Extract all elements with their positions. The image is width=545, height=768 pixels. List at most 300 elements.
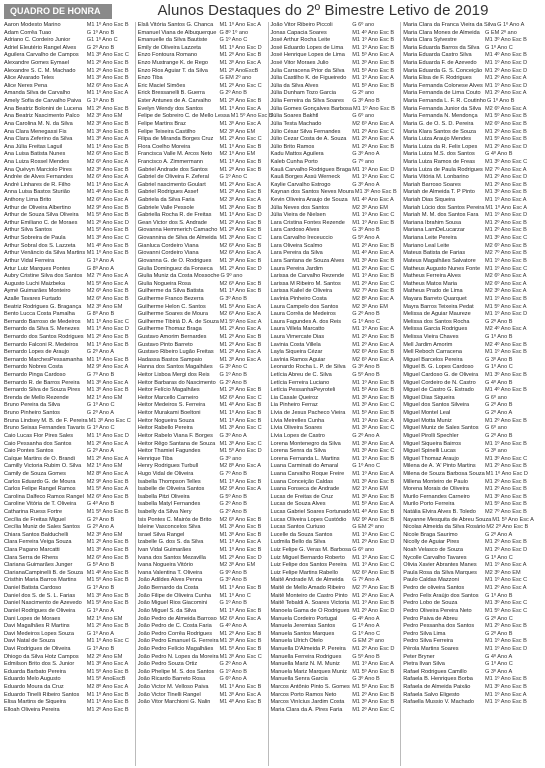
student-name: João Pedro Corrêa Rodrigues (137, 630, 213, 637)
student-name: Gean Victor dos S. Andrade (137, 219, 207, 226)
student-entry (271, 364, 401, 372)
student-entry (138, 608, 268, 616)
student-entry (138, 646, 268, 654)
student-class: M2 6º Ano Esc A (352, 356, 394, 363)
student-name: Arthur Sobreira de Paula (4, 235, 66, 242)
student-class: G 3º Ano A (219, 432, 247, 439)
student-entry (4, 410, 135, 418)
student-name: Heitor Rabelo Viana F. Borges (137, 432, 213, 439)
student-name: Chiara Santos Balduchelli (4, 531, 69, 538)
student-class: G 3º ano (219, 455, 242, 462)
student-entry (4, 562, 135, 570)
student-entry (4, 577, 135, 585)
student-name: Matheus Prado de Lima (403, 288, 463, 295)
student-entry (138, 227, 268, 235)
student-class: G 2º Ano B (485, 402, 513, 409)
student-class: G 2º Ano A (219, 661, 247, 668)
student-class: M1 1º Ano Esc B (219, 158, 262, 165)
student-class: G 1º Ano A (86, 257, 114, 264)
student-entry (403, 136, 533, 144)
student-class: M1 5º Ano Esc A (485, 303, 527, 310)
student-class: M1 3º Ano Esc A (219, 691, 262, 698)
student-entry (138, 585, 268, 593)
student-class: M1 1º Ano Esc B (86, 691, 129, 698)
student-name: Manuela Ulrich Otelo (270, 638, 323, 645)
student-name: Maria Eduarda Barros da Silva (403, 44, 480, 51)
student-class: M1 5º Ano Esc B (86, 212, 129, 219)
student-class: G 2º Ano A (352, 432, 380, 439)
student-name: Andrée de Alves Fernandes (4, 174, 74, 181)
student-name: Millena Monteiro de Paulo (403, 478, 468, 485)
student-class: M1 3º Ano Esc B (352, 699, 395, 706)
student-entry (4, 52, 135, 60)
student-entry (138, 387, 268, 395)
student-entry (138, 524, 268, 532)
student-name: Enzo Tiba (137, 75, 163, 82)
student-class: M1 5º Ano Esc B (485, 113, 527, 120)
student-name: Lara Cardoso Alves (270, 227, 320, 234)
student-name: Pedro Pessanha dos Santos (403, 623, 475, 630)
student-name: Júlio Brito Ramos (270, 143, 315, 150)
student-class: M2 7º Ano Esc B (352, 288, 395, 295)
student-name: Mariana Leite Pereira (403, 235, 457, 242)
student-class: M1 3º Ano Esc B (485, 189, 527, 196)
student-class: M1 2º Ano Esc B (485, 478, 527, 485)
honor-roll-badge: QUADRO DE HONRA (4, 4, 112, 19)
student-name: Lavinia Costa Villela (270, 341, 321, 348)
student-class: G 4º Ano B (86, 501, 115, 508)
student-entry (271, 52, 401, 60)
student-class: M2 7º Ano Esc A (86, 273, 129, 280)
student-name: Nicole Braga Saurimo (403, 531, 458, 538)
student-class: M1 2º Ano Esc B (219, 189, 262, 196)
student-class: M1 4º Ano Esc B (352, 29, 395, 36)
student-class: M1 1º Ano Esc B (86, 250, 129, 257)
student-class: M1 1º Ano Esc C (352, 531, 395, 538)
student-name: Peter Bryner (403, 653, 435, 660)
student-name: Davi Rodrigues de Oliveira (4, 645, 71, 652)
student-name: Maria Fernanda de Lima Couto (403, 90, 481, 97)
student-entry (403, 395, 533, 403)
student-class: M1 5º Ano Esc A (219, 303, 262, 310)
student-entry (4, 334, 135, 342)
student-class: M1 5º Ano Esc B (86, 577, 129, 584)
student-name: Aaron Modesto Marino (4, 22, 61, 28)
student-entry (4, 37, 135, 45)
student-name: Bernardo MarchesPessamanha (4, 356, 83, 363)
student-name: Miguel Spinelli Lucas (403, 448, 456, 455)
student-class: M2 3º Ano Esc B (86, 120, 129, 127)
student-class: M2 8º Ano Esc A (86, 684, 129, 691)
student-name: Pedro Felix Araújo dos Santos (403, 592, 479, 599)
student-class: M1 1º Ano Esc B (352, 379, 395, 386)
student-entry (138, 463, 268, 471)
student-name: Nayanne Mesquita de Abreu Souza (403, 516, 492, 523)
student-entry (403, 463, 533, 471)
student-entry (4, 250, 135, 258)
student-entry (138, 167, 268, 175)
student-name: Heitor Lisboa Mergi dos Reis (137, 372, 210, 379)
student-class: M1 1º Ano Esc D (485, 212, 528, 219)
student-name: José Eduardo Lopes de Lima (270, 44, 344, 51)
student-name: Felipe Teixeira Castilho (137, 128, 196, 135)
student-class: M2 6º Ano Esc B (86, 554, 129, 561)
student-entry (403, 372, 533, 380)
student-name: Hadassa Bastos Sampaio (137, 356, 203, 363)
student-entry (271, 121, 401, 129)
student-name: Laura Villela Marcatto (270, 326, 325, 333)
student-name: Clara Serra de Rhens (4, 554, 59, 561)
student-class: M1 5º Ano Esc B (352, 82, 395, 89)
student-entry (403, 547, 533, 555)
student-name: Pedro Silva Lima (403, 630, 446, 637)
student-name: Bruna Lindsey M. B. de F. Pereira (4, 417, 88, 424)
student-name: Lara Carvalho Ireceuccio (270, 235, 333, 242)
student-class: M2 1º Ano EM (86, 463, 123, 470)
student-name: Letícia Ferreira Luciano (270, 379, 330, 386)
student-name: Maria Vitória M. Lonbarino (403, 174, 469, 181)
student-name: Clara Pagano Marcatti (4, 547, 60, 554)
student-name: Laura Campelo dos Santos (270, 303, 339, 310)
student-name: Manuela Cordeiro Portugal (270, 615, 338, 622)
student-class: M1 2º Ano Esc B (219, 333, 262, 340)
student-name: Guilherme Franco Bezerra (137, 295, 204, 302)
student-class: M1 2º Ano Esc C (219, 136, 262, 143)
student-name: Lia Casale Queiroz (270, 394, 319, 401)
student-name: Marcos Porto Ramos Neto (270, 691, 337, 698)
student-class: M2 2º Ano EM (86, 653, 123, 660)
student-entry (271, 227, 401, 235)
student-entry (4, 113, 135, 121)
student-entry (403, 471, 533, 479)
student-entry (403, 235, 533, 243)
student-name: Miguel dos Santos Silveira (403, 402, 470, 409)
student-class: M1 1º Ano Esc D (485, 311, 528, 318)
student-class: M1 1º Ano Esc D (485, 470, 528, 477)
student-class: M1 2º Ano Esc B (219, 341, 262, 348)
student-class: M1 4º Ano Esc B (219, 402, 262, 409)
student-class: G 2º Ano A (86, 349, 114, 356)
student-class: M2 3º Ano EM (352, 204, 388, 211)
student-class: M1 5º Ano Esc B (485, 501, 527, 508)
student-class: M2 3º Ano EM (219, 128, 256, 135)
student-class: G 2º Ano B (219, 90, 248, 97)
student-class: M1 3º Ano Esc B (352, 60, 395, 67)
student-class: M2 6º Ano Esc A (86, 174, 129, 181)
student-name: Maria Luiza M.S. dos Santos (403, 151, 475, 158)
student-entry (403, 364, 533, 372)
student-name: Lia Pinheiro Ferraz (270, 402, 318, 409)
student-entry (137, 113, 273, 121)
student-class: M1 1º Ano C (219, 592, 251, 599)
student-name: Davi Medeiros Lopes Souza (4, 630, 74, 637)
student-class: G 8º Ano A (86, 265, 114, 272)
student-name: Ana Quévyn Marciolo Pires (4, 166, 72, 173)
student-entry (271, 524, 401, 532)
student-name: Arthur Sobral dos S. Lazzeta (4, 242, 76, 249)
student-name: Isabelly da Silva Nery (137, 509, 192, 515)
student-entry (271, 75, 401, 83)
student-entry (4, 418, 135, 426)
student-class: M1 3º Ano Esc B (219, 204, 262, 211)
student-class: M1 1º Ano Esc D (485, 645, 528, 652)
student-name: Davi Magalhães R Martins (4, 623, 70, 630)
student-name: Júlia Castilho K. de Figueiredo (270, 75, 347, 82)
student-name: Ivana Nogueira Vitório (137, 562, 193, 569)
student-name: Clara Ferreira Veiga Souza (4, 539, 72, 546)
student-class: G 1º Ano C (485, 364, 513, 371)
student-name: Arthur Emiliano C. de Moraes (4, 219, 78, 226)
student-class: M1 1º Ano Esc B (485, 349, 527, 356)
student-name: Maria Luiza de Paula Rodrigues (403, 166, 483, 173)
student-name: João Filipe de Oliveira Cunha (137, 592, 212, 599)
student-class: M1 5º Ano Esc A (492, 516, 534, 523)
student-class: M1 5º Ano Esc B (219, 645, 262, 652)
student-entry (403, 197, 533, 205)
student-entry (271, 402, 401, 410)
student-name: Ivana dos Santos Mezavilla (137, 554, 206, 561)
student-entry (403, 334, 533, 342)
student-name: Lucas de Souza Alves (270, 501, 326, 508)
student-name: Giulia Muniz da Costa Mossoche (137, 273, 220, 280)
student-name: Mell Reboch Carracena (403, 349, 463, 356)
student-entry (403, 151, 533, 159)
student-name: João Miguel Rios Giacomini (137, 600, 208, 607)
student-name: Melissa Garcia Rodrigues (403, 326, 468, 333)
student-name: Luana Fonseca de Andrade (270, 486, 340, 493)
student-name: Isabella Thompson Telles (137, 478, 201, 485)
student-entry (271, 577, 401, 585)
student-name: Camily de Souza Gomes (4, 470, 66, 477)
student-name: Júlio Cezar Costa de A. Souza (270, 136, 347, 143)
student-class: G 3º Ano B (352, 227, 380, 234)
student-name: Miguel Thomaz Araujo (403, 455, 459, 462)
student-name: Ivan Vidal Guimarães (137, 547, 192, 554)
student-entry (271, 608, 401, 616)
student-entry (403, 121, 533, 129)
student-class: M1 1º Ano Esc C (485, 265, 528, 272)
student-class: G 3º Ano B (485, 356, 513, 363)
student-entry (138, 448, 268, 456)
student-name: José Vitor Moraes Julio (270, 60, 329, 67)
student-name: Miguel Barcelos Pereira (403, 356, 463, 363)
student-class: M1 2º Ano Esc B (485, 486, 527, 493)
student-name: Filipa de Miranda Borges Cruz (137, 136, 214, 143)
student-entry (271, 349, 401, 357)
student-class: G 7º ano (352, 158, 375, 165)
student-name: Carlos Eduardo G. de Moura (4, 478, 76, 485)
student-name: João Vitor Marchioni G. Nalin (137, 699, 211, 706)
student-name: Maitê Monteiro de Castro Pinto (270, 592, 348, 599)
student-name: Mariah Barroso Soares (403, 181, 461, 188)
student-entry (4, 638, 135, 646)
student-class: M1 2º Ano Esc C (352, 280, 395, 287)
student-class: M1 2º Ano Esc A (219, 349, 262, 356)
student-name: Daniel dos S. de S. L. Farias (4, 592, 76, 599)
student-entry (138, 654, 268, 662)
student-entry (403, 311, 533, 319)
student-name: Mateus Magalhães Salvatore (403, 257, 476, 264)
student-class: M1 1º Ano Esc D (219, 212, 262, 219)
student-class: M2 9º Ano Esc B (352, 516, 395, 523)
student-entry (4, 266, 135, 274)
student-class: G 1º Ano B (219, 600, 248, 607)
student-class: G 1º Ano C (485, 661, 513, 668)
student-entry (403, 60, 533, 68)
student-name: Miguel Cardoso G. de Oliveira (403, 372, 479, 379)
student-name: Maria Fernanda Colonese Alves (403, 82, 483, 89)
student-name: Larissa Kailel de Oliveira (270, 288, 333, 295)
student-name: Dani Lopes de Moraes (4, 615, 61, 622)
student-class: M1 5º Ano Esc B (86, 668, 129, 675)
student-name: Bernardo Nobres Costa (4, 364, 63, 371)
student-class: M1 2º Ano Esc A (219, 326, 262, 333)
student-name: Bernardo Barroso de Medeiros (4, 318, 81, 325)
student-name: Caio Lucas Flor Pires Sales (4, 432, 74, 439)
student-class: M1 3º Ano Esc B (352, 493, 395, 500)
student-entry (138, 30, 268, 38)
student-class: G 5º Ano A (352, 235, 380, 242)
student-entry (4, 661, 135, 669)
student-entry (138, 661, 268, 669)
student-entry (4, 425, 135, 433)
student-class: M2 6º Ano Esc C (219, 394, 262, 401)
student-entry (271, 296, 401, 304)
student-entry (271, 456, 401, 464)
student-entry (138, 75, 268, 83)
student-class: M1 2º Ano Esc B (485, 227, 527, 234)
student-entry (403, 227, 533, 235)
student-class: G 4º Ano B (485, 379, 513, 386)
student-class: M1 2º AnoEscB (219, 67, 259, 74)
student-name: Luana Carvalho Roque Freire (270, 470, 345, 477)
student-class: M1 4º Ano Esc A (352, 197, 394, 204)
student-entry (4, 129, 135, 137)
student-name: Aubry Cristine Silva dos Santos (4, 273, 83, 280)
student-entry (4, 197, 135, 205)
student-class: M1 2º Ano Esc B (219, 227, 262, 234)
student-class: M2 3º Ano EM (86, 531, 123, 538)
student-name: Kauã Carvalho Rodrigues Braga (270, 166, 352, 173)
student-class: M2 6º Ano Esc B (352, 569, 395, 576)
student-class: G 2º Ano B (219, 509, 248, 515)
student-name: Davi Natal de Souza (4, 638, 55, 645)
student-entry (4, 441, 135, 449)
student-class: G 5º Ano B (219, 493, 248, 500)
student-class: G 2º Ano B (485, 432, 513, 439)
student-entry (403, 326, 533, 334)
student-name: Arthur Vidal Ferreira (4, 257, 55, 264)
student-class: M2 8º Ano Esc A (219, 463, 262, 470)
student-name: João Pedro N. Lopes da Moreira (137, 653, 219, 660)
student-name: Camilly Victoria Rubim O. Silva (4, 463, 82, 470)
student-class: G 6º ano (352, 547, 375, 554)
student-class: M1 2º Ano Esc B (352, 242, 395, 249)
student-name: Maria Eduarda Castro Silva (403, 52, 472, 59)
student-class: G 3º Ano B (352, 676, 380, 683)
student-entry (403, 486, 533, 494)
student-name: Carlos Felipe Rangel Ramos (4, 486, 76, 493)
student-name: João Pedro de Almeida Barroso (137, 615, 217, 622)
student-class: G 1º Ano B (86, 98, 115, 105)
student-entry (138, 577, 268, 585)
student-class: M2 6º Ano Esc A (86, 197, 129, 204)
student-name: Manuela Jeremias Santos (270, 623, 336, 630)
student-class: G 5º Ano B (352, 372, 380, 379)
student-entry (138, 235, 268, 243)
student-entry (138, 471, 268, 479)
student-class: M2 3º Ano Esc B (86, 166, 129, 173)
student-name: Mariah M. M. dos Santos Fara (403, 212, 479, 219)
student-class: M1 5º Ano Esc B (352, 67, 395, 74)
student-class: G 2º Ano A (86, 410, 114, 417)
student-class: M1 2º Ano Esc B (219, 219, 262, 226)
student-name: Giulia Dominguez da Fonseca (137, 265, 213, 272)
student-entry (138, 638, 268, 646)
student-class: M1 2º Ano Esc B (219, 630, 262, 637)
student-class: M2 6º Ano Esc A (352, 120, 394, 127)
student-class: M2 9º Ano Esc B (86, 204, 129, 211)
student-name: Pedro Paiva de Abreu (403, 615, 458, 622)
student-entry (138, 266, 268, 274)
page-header (0, 0, 535, 22)
student-entry (271, 37, 401, 45)
student-name: Maria G. de O. S. D. Pereira (403, 120, 474, 127)
student-entry (403, 433, 533, 441)
student-entry (4, 524, 135, 532)
student-class: G 2º ano (352, 90, 375, 97)
student-class: M1 1º Ano Esc B (86, 22, 129, 28)
student-class: G 4º Ano A (219, 623, 247, 630)
student-class: M1 5º Ano Esc C (485, 607, 528, 614)
student-name: Milena de A. 'A' Pinto Martins (403, 463, 476, 470)
student-class: M2 7º Ano Esc A (485, 166, 527, 173)
student-entry (271, 304, 401, 312)
student-class: G 3º Ano B (219, 295, 248, 302)
student-name: Júlia da Silva Alves (270, 82, 319, 89)
student-class: M1 4º Ano Esc B (86, 569, 129, 576)
student-name: Bernardo Silva de Souza Pires (4, 387, 81, 394)
student-name: Lucas Gabriel Soares Fortunado (270, 509, 352, 515)
student-class: M1 2º Ano Esc C (352, 706, 395, 713)
student-class: M1 3º Ano Esc B (354, 189, 397, 196)
student-entry (271, 623, 401, 631)
student-class: M1 1º Ano Esc B (352, 600, 395, 607)
student-entry (271, 616, 401, 624)
student-name: Bernardo da Silva S. Menezes (4, 326, 80, 333)
student-name: Pedro de oliveira Santos (403, 585, 465, 592)
student-name: Gabriel de Oliveira F. Zeferal (137, 174, 209, 181)
student-name: Enzo Rios Aguiar T. da Silva (137, 67, 208, 74)
student-entry (403, 623, 533, 631)
student-class: G 2º Ano A (485, 410, 513, 417)
student-entry (138, 410, 268, 418)
student-class: M1 3º Ano Esc B (86, 547, 129, 554)
student-entry (4, 296, 135, 304)
student-name: Enzo Mustrange K. de Rego (137, 60, 209, 67)
student-class: M1 1º Ano Esc B (219, 607, 262, 614)
student-class: G 6º ano (485, 394, 507, 401)
student-name: Ana Júlia Freitas Laguil (4, 143, 63, 150)
student-entry (138, 197, 268, 205)
student-name: Maitê Tebaldi A. Soares Victoria (270, 600, 350, 607)
student-class: M1 1º Ano Esc C (352, 562, 395, 569)
student-entry (403, 273, 533, 281)
student-entry (4, 684, 135, 692)
student-name: Noah Velasco de Souza (403, 547, 463, 554)
student-name: Manuella Senra Garcia (270, 676, 328, 683)
student-name: Maria Elisa de F. Rodrigues (403, 75, 472, 82)
